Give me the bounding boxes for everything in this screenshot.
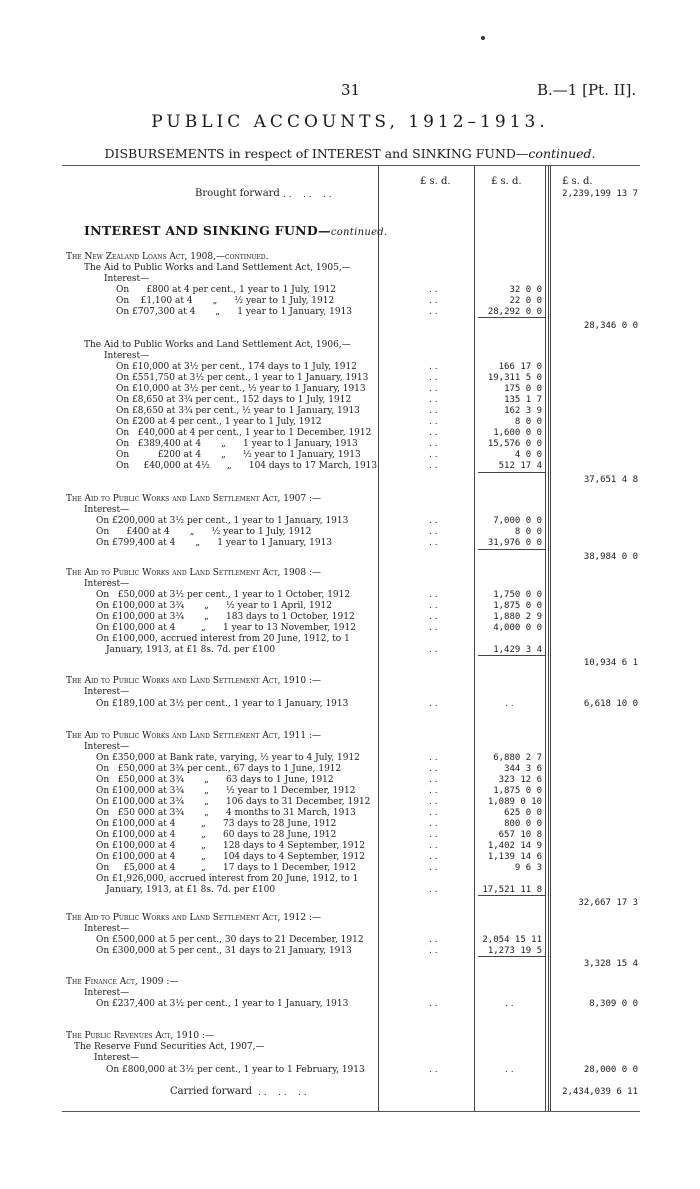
ledger-line-text: Interest— (104, 351, 150, 361)
column-rule (545, 166, 546, 1111)
ledger-line-text: On £1,100 at 4 „ ½ year to 1 July, 1912 (116, 296, 335, 306)
ledger-line-text: The Aid to Public Works and Land Settlement Act, 1905,— (84, 263, 351, 273)
amount-subtotal: 800 0 0 (504, 819, 542, 829)
ledger-line-text: On £350,000 at Bank rate, varying, ½ year to 4 July, 1912 (96, 753, 360, 763)
total-rule (478, 472, 545, 473)
section-title (84, 223, 388, 238)
ledger-line-text: On £237,400 at 3½ per cent., 1 year to 1 January, 1913 (96, 999, 349, 1009)
carried-forward-total: 2,434,039 6 11 (562, 1087, 638, 1097)
amount-subtotal: 657 10 8 (498, 830, 542, 840)
leader-dots: . . (429, 395, 438, 405)
leader-dots: . . (429, 612, 438, 622)
amount-subtotal: 22 0 0 (509, 296, 542, 306)
leader-dots: . . (429, 863, 438, 873)
amount-subtotal: 4,000 0 0 (493, 623, 542, 633)
ledger-line-text: On £189,100 at 3½ per cent., 1 year to 1 January, 1913 (96, 699, 349, 709)
total-rule (478, 956, 545, 957)
amount-subtotal: 28,292 0 0 (487, 307, 542, 317)
ledger-line-text: On £389,400 at 4 „ 1 year to 1 January, 1913 (116, 439, 358, 449)
amount-total: 37,651 4 8 (583, 475, 638, 485)
subtitle-cont: continued. (528, 146, 596, 161)
amount-subtotal: 8 0 0 (514, 527, 542, 537)
ledger-line-text: On £300,000 at 5 per cent., 31 days to 21 January, 1913 (96, 946, 352, 956)
leader-dots: . . (429, 417, 438, 427)
total-rule (478, 655, 545, 656)
leader-dots: . . (429, 946, 438, 956)
ledger-line-text: On £707,300 at 4 „ 1 year to 1 January, 1913 (116, 307, 353, 317)
ledger-line-text: On £200 at 4 „ ½ year to 1 January, 1913 (116, 450, 361, 460)
column-header-2: £ s. d. (491, 176, 522, 187)
ledger-line-text: On £200,000 at 3½ per cent., 1 year to 1 January, 1913 (96, 516, 349, 526)
leader-dots: . . (429, 538, 438, 548)
ledger-line-text: The Aid to Public Works and Land Settlement Act, 1910 :— (66, 676, 322, 686)
amount-subtotal: 1,880 2 9 (493, 612, 542, 622)
ledger-line-text: Interest— (84, 505, 130, 515)
amount-subtotal: 344 3 6 (504, 764, 542, 774)
leader-dots: . . (429, 999, 438, 1009)
leader-dots: . . (429, 285, 438, 295)
ink-speck (481, 36, 485, 40)
ledger-line-text: On £10,000 at 3½ per cent., 174 days to 1 July, 1912 (116, 362, 357, 372)
leader-dots: . . (429, 307, 438, 317)
amount-total: 28,000 0 0 (583, 1065, 638, 1075)
ledger-line-text: On £100,000 at 3¾ „ ½ year to 1 April, 1912 (96, 601, 332, 611)
ledger-line-text: On £100,000, accrued interest from 20 June, 1912, to 1 (96, 634, 350, 644)
amount-subtotal: 512 17 4 (498, 461, 542, 471)
ledger-line-text: On £50,000 at 3½ per cent., 1 year to 1 October, 1912 (96, 590, 351, 600)
amount-subtotal: 1,429 3 4 (493, 645, 542, 655)
subtitle-main: DISBURSEMENTS in respect of INTEREST and SINKING FUND— (104, 146, 529, 161)
amount-subtotal: 1,402 14 9 (487, 841, 542, 851)
ledger-line-text: On £551,750 at 3½ per cent., 1 year to 1 January, 1913 (116, 373, 369, 383)
leader-dots: . . (429, 645, 438, 655)
amount-subtotal: 9 6 3 (514, 863, 542, 873)
amount-subtotal: 323 12 6 (498, 775, 542, 785)
amount-subtotal: 1,089 0 10 (487, 797, 542, 807)
amount-subtotal: 1,600 0 0 (493, 428, 542, 438)
brought-forward-total: 2,239,199 13 7 (562, 189, 638, 199)
ledger-line-text: On £100,000 at 4 „ 128 days to 4 September, 1912 (96, 841, 365, 851)
brought-forward-label: Brought forward (195, 188, 280, 199)
page-title: PUBLIC ACCOUNTS, 1912–1913. (151, 112, 549, 132)
amount-subtotal: 2,054 15 11 (482, 935, 542, 945)
leader-dots: . . (429, 428, 438, 438)
section-title-cont: continued. (330, 227, 388, 238)
amount-subtotal: 32 0 0 (509, 285, 542, 295)
ledger-line-text: The Aid to Public Works and Land Settlement Act, 1911 :— (66, 731, 322, 741)
total-rule (478, 895, 545, 896)
ledger-line-text: The Finance Act, 1909 :— (66, 977, 179, 987)
amount-subtotal: 8 0 0 (514, 417, 542, 427)
leader-dots: . . (429, 830, 438, 840)
ledger-line-text: On £100,000 at 4 „ 73 days to 28 June, 1912 (96, 819, 337, 829)
ledger-line-text: On £10,000 at 3½ per cent., ½ year to 1 January, 1913 (116, 384, 366, 394)
leader-dots: . . . . . . (283, 190, 332, 200)
carried-forward-label: Carried forward (170, 1086, 253, 1097)
leader-dots: . . (429, 461, 438, 471)
leader-dots: . . (429, 819, 438, 829)
ledger-line-text: Interest— (94, 1053, 140, 1063)
leader-dots: . . (429, 841, 438, 851)
column-rule (474, 166, 475, 1111)
ledger-line-text: January, 1913, at £1 8s. 7d. per £100 (106, 885, 276, 895)
ledger-line-text: January, 1913, at £1 8s. 7d. per £100 (106, 645, 276, 655)
amount-total: 32,667 17 3 (578, 898, 638, 908)
amount-total: 6,618 10 0 (583, 699, 638, 709)
ledger-line-text: On £800 at 4 per cent., 1 year to 1 July, 1912 (116, 285, 336, 295)
leader-dots: . . (429, 935, 438, 945)
leader-dots: . . . . . . (258, 1088, 307, 1098)
amount-total: 8,309 0 0 (589, 999, 638, 1009)
ledger-line-text: The Aid to Public Works and Land Settlement Act, 1908 :— (66, 568, 322, 578)
amount-subtotal: 7,000 0 0 (493, 516, 542, 526)
ledger-line-text: Interest— (84, 924, 130, 934)
amount-subtotal: 19,311 5 0 (487, 373, 542, 383)
leader-dots: . . (429, 623, 438, 633)
ledger-line-text: On £50,000 at 3¾ „ 63 days to 1 June, 1912 (96, 775, 334, 785)
page-number: 31 (341, 81, 361, 99)
amount-subtotal: 31,976 0 0 (487, 538, 542, 548)
leader-dots: . . (429, 296, 438, 306)
ledger-line-text: The Aid to Public Works and Land Settlement Act, 1907 :— (66, 494, 322, 504)
ledger-line-text: On £800,000 at 3½ per cent., 1 year to 1 February, 1913 (106, 1065, 365, 1075)
leader-dots: . . (429, 373, 438, 383)
amount-subtotal: 6,880 2 7 (493, 753, 542, 763)
ledger-line-text: On £100,000 at 4 „ 104 days to 4 September, 1912 (96, 852, 365, 862)
total-rule (478, 549, 545, 550)
ledger-line-text: The Aid to Public Works and Land Settlement Act, 1906,— (84, 340, 351, 350)
leader-dots: . . (429, 764, 438, 774)
leader-dots: . . (429, 450, 438, 460)
amount-subtotal: 175 0 0 (504, 384, 542, 394)
ledger-line-text: On £500,000 at 5 per cent., 30 days to 21 December, 1912 (96, 935, 364, 945)
amount-subtotal: 625 0 0 (504, 808, 542, 818)
leader-dots: . . (429, 808, 438, 818)
leader-dots: . . (429, 362, 438, 372)
leader-dots: . . (429, 590, 438, 600)
leader-dots: . . (429, 527, 438, 537)
ledger-line-text: On £50,000 at 3¾ per cent., 67 days to 1 June, 1912 (96, 764, 342, 774)
ledger-line-text: The Public Revenues Act, 1910 :— (66, 1031, 214, 1041)
ledger-line-text: On £100,000 at 4 „ 1 year to 13 November, 1912 (96, 623, 356, 633)
total-rule (478, 317, 545, 318)
ledger-line-text: The Reserve Fund Securities Act, 1907,— (74, 1042, 265, 1052)
amount-total: 38,984 0 0 (583, 552, 638, 562)
amount-total: 10,934 6 1 (583, 658, 638, 668)
amount-subtotal: 15,576 0 0 (487, 439, 542, 449)
column-rule (548, 166, 551, 1111)
ledger-line-text: On £8,650 at 3¾ per cent., ½ year to 1 January, 1913 (116, 406, 360, 416)
ledger-line-text: Interest— (104, 274, 150, 284)
ledger-line-text: The Aid to Public Works and Land Settlement Act, 1912 :— (66, 913, 322, 923)
page-subtitle (0, 146, 700, 161)
leader-dots: . . (505, 1065, 514, 1075)
column-header-1: £ s. d. (420, 176, 451, 187)
leader-dots: . . (429, 384, 438, 394)
ledger-line-text: On £200 at 4 per cent., 1 year to 1 July, 1912 (116, 417, 322, 427)
leader-dots: . . (429, 852, 438, 862)
ledger-line-text: Interest— (84, 988, 130, 998)
ledger-line-text: On £8,650 at 3¾ per cent., 152 days to 1 July, 1912 (116, 395, 352, 405)
leader-dots: . . (429, 775, 438, 785)
amount-subtotal: 162 3 9 (504, 406, 542, 416)
ledger-line-text: Interest— (84, 579, 130, 589)
amount-subtotal: 4 0 0 (514, 450, 542, 460)
amount-total: 28,346 0 0 (583, 321, 638, 331)
amount-subtotal: 1,139 14 6 (487, 852, 542, 862)
amount-total: 3,328 15 4 (583, 959, 638, 969)
leader-dots: . . (429, 699, 438, 709)
ledger-line-text: On £1,926,000, accrued interest from 20 June, 1912, to 1 (96, 874, 359, 884)
leader-dots: . . (429, 753, 438, 763)
leader-dots: . . (429, 797, 438, 807)
section-title-main: INTEREST AND SINKING FUND— (84, 223, 331, 238)
leader-dots: . . (429, 601, 438, 611)
ledger-line-text: On £40,000 at 4 per cent., 1 year to 1 December, 1912 (116, 428, 372, 438)
amount-subtotal: 166 17 0 (498, 362, 542, 372)
document-reference: B.—1 [Pt. II]. (537, 81, 637, 99)
amount-subtotal: 1,875 0 0 (493, 601, 542, 611)
leader-dots: . . (505, 999, 514, 1009)
ledger-line-text: On £400 at 4 „ ½ year to 1 July, 1912 (96, 527, 312, 537)
ledger-line-text: On £100,000 at 3¾ „ 183 days to 1 October, 1912 (96, 612, 355, 622)
ledger-line-text: On £5,000 at 4 „ 17 days to 1 December, 1912 (96, 863, 356, 873)
ledger-line-text: On £100,000 at 3¾ „ 106 days to 31 December, 1912 (96, 797, 371, 807)
column-rule (378, 166, 379, 1111)
leader-dots: . . (429, 439, 438, 449)
ledger-line-text: The New Zealand Loans Act, 1908,—continued. (66, 252, 269, 262)
amount-subtotal: 17,521 11 8 (482, 885, 542, 895)
leader-dots: . . (505, 699, 514, 709)
amount-subtotal: 1,273 19 5 (487, 946, 542, 956)
ledger-line-text: On £799,400 at 4 „ 1 year to 1 January, 1913 (96, 538, 333, 548)
amount-subtotal: 1,875 0 0 (493, 786, 542, 796)
leader-dots: . . (429, 885, 438, 895)
ledger-line-text: On £100,000 at 3¾ „ ½ year to 1 December, 1912 (96, 786, 356, 796)
ledger-line-text: On £40,000 at 4½ „ 104 days to 17 March, 1913 (116, 461, 378, 471)
column-header-3: £ s. d. (562, 176, 593, 187)
leader-dots: . . (429, 786, 438, 796)
leader-dots: . . (429, 406, 438, 416)
ledger-line-text: On £100,000 at 4 „ 60 days to 28 June, 1912 (96, 830, 337, 840)
leader-dots: . . (429, 1065, 438, 1075)
leader-dots: . . (429, 516, 438, 526)
ledger-line-text: Interest— (84, 742, 130, 752)
amount-subtotal: 135 1 7 (504, 395, 542, 405)
ledger-line-text: Interest— (84, 687, 130, 697)
amount-subtotal: 1,750 0 0 (493, 590, 542, 600)
ledger-line-text: On £50 000 at 3¾ „ 4 months to 31 March, 1913 (96, 808, 356, 818)
